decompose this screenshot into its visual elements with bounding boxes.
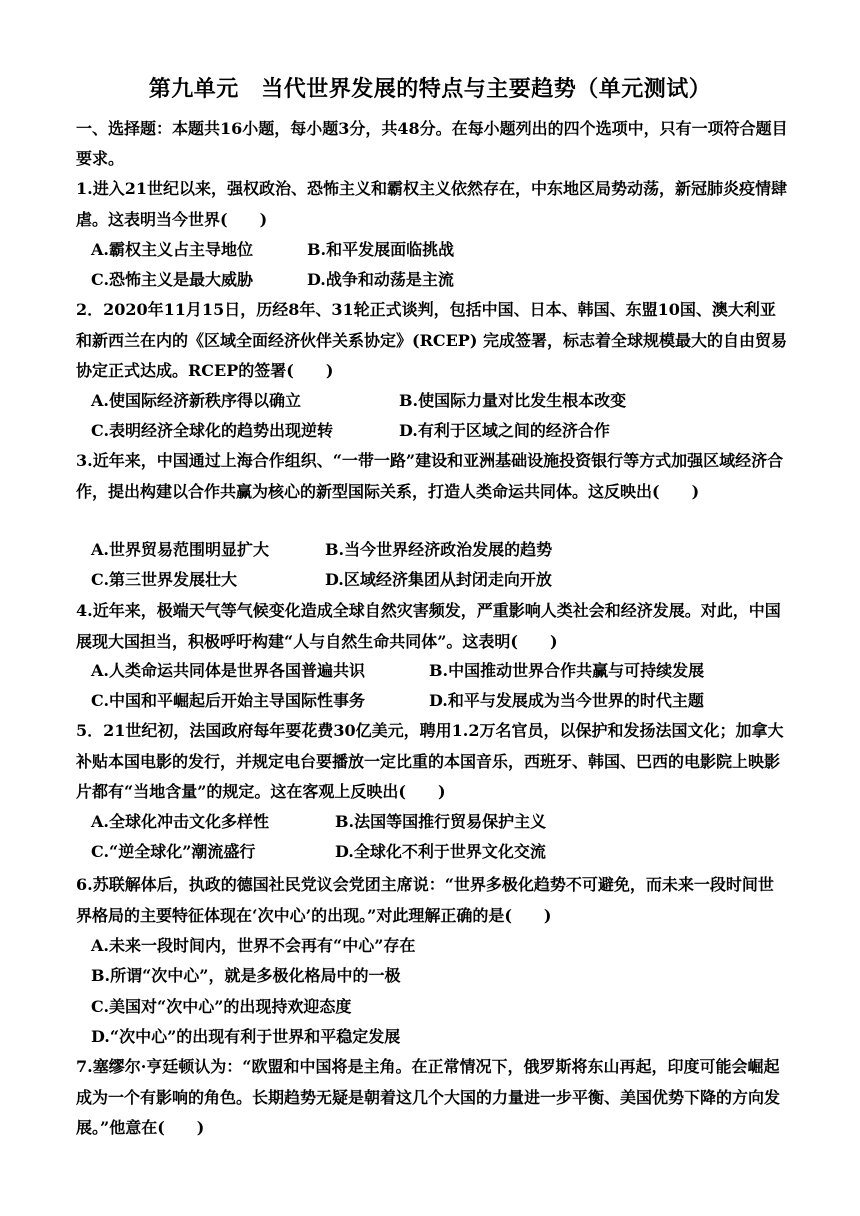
question-3-option-c[interactable]: C.第三世界发展壮大: [91, 570, 238, 589]
question-6-stem: 6.苏联解体后，执政的德国社民党议会党团主席说：“世界多极化趋势不可避免，而未来一段时间世界格局的主要特征体现在‘次中心’的出现。”对此理解正确的是( ): [76, 875, 774, 925]
question-1-option-a[interactable]: A.霸权主义占主导地位: [91, 240, 253, 259]
question-5-stem: 5．21世纪初，法国政府每年要花费30亿美元，聘用1.2万名官员，以保护和发扬法国文化；加拿大补贴本国电影的发行，并规定电台要播放一定比重的本国音乐，西班牙、韩国、巴西的电影院上映影片都有“当地含量”的规定。这在客观上反映出( ): [76, 721, 784, 801]
question-5-option-d[interactable]: D.全球化不利于世界文化交流: [335, 842, 546, 861]
section-heading: 一、选择题：本题共16小题，每小题3分，共48分。在每小题列出的四个选项中，只有一项符合题目要求。: [76, 119, 788, 168]
question-2-option-d[interactable]: D.有利于区域之间的经济合作: [399, 421, 610, 440]
question-3-option-a[interactable]: A.世界贸易范围明显扩大: [91, 540, 269, 559]
page-title: 第九单元 当代世界发展的特点与主要趋势（单元测试）: [148, 76, 712, 102]
question-3-option-b[interactable]: B.当今世界经济政治发展的趋势: [325, 540, 553, 559]
question-5-option-c[interactable]: C.“逆全球化”潮流盛行: [91, 842, 256, 861]
question-2-option-b[interactable]: B.使国际力量对比发生根本改变: [399, 391, 627, 410]
question-2-stem: 2．2020年11月15日，历经8年、31轮正式谈判，包括中国、日本、韩国、东盟10国、澳大利亚和新西兰在内的《区域全面经济伙伴关系协定》(RCEP) 完成签署，标志着全球规模最大的自由贸易协定正式达成。RCEP的签署( ): [76, 300, 787, 380]
question-3-option-d[interactable]: D.区域经济集团从封闭走向开放: [325, 570, 552, 589]
question-1-option-c[interactable]: C.恐怖主义是最大威胁: [91, 270, 254, 289]
question-4-option-c[interactable]: C.中国和平崛起后开始主导国际性事务: [91, 691, 366, 710]
question-6-option-c[interactable]: C.美国对“次中心”的出现持欢迎态度: [91, 997, 352, 1016]
question-1-stem: 1.进入21世纪以来，强权政治、恐怖主义和霸权主义依然存在，中东地区局势动荡，新冠肺炎疫情肆虐。这表明当今世界( ): [76, 179, 787, 229]
question-6-option-d[interactable]: D.“次中心”的出现有利于世界和平稳定发展: [91, 1027, 401, 1046]
question-1-option-b[interactable]: B.和平发展面临挑战: [307, 240, 455, 259]
question-4-option-a[interactable]: A.人类命运共同体是世界各国普遍共识: [91, 661, 365, 680]
question-6-option-a[interactable]: A.未来一段时间内，世界不会再有“中心”存在: [91, 936, 416, 955]
question-6-option-b[interactable]: B.所谓“次中心”，就是多极化格局中的一极: [91, 966, 401, 985]
question-2-option-c[interactable]: C.表明经济全球化的趋势出现逆转: [91, 421, 334, 440]
question-4-stem: 4.近年来，极端天气等气候变化造成全球自然灾害频发，严重影响人类社会和经济发展。对此，中国展现大国担当，积极呼吁构建“人与自然生命共同体”。这表明( ): [76, 601, 781, 651]
question-5-option-a[interactable]: A.全球化冲击文化多样性: [91, 812, 269, 831]
question-5-option-b[interactable]: B.法国等国推行贸易保护主义: [335, 812, 547, 831]
question-3-stem: 3.近年来，中国通过上海合作组织、“一带一路”建设和亚洲基础设施投资银行等方式加强区域经济合作，提出构建以合作共赢为核心的新型国际关系，打造人类命运共同体。这反映出( ): [76, 451, 784, 501]
question-1-option-d[interactable]: D.战争和动荡是主流: [307, 270, 454, 289]
question-2-option-a[interactable]: A.使国际经济新秩序得以确立: [91, 391, 301, 410]
question-7-stem: 7.塞缪尔·亨廷顿认为：“欧盟和中国将是主角。在正常情况下，俄罗斯将东山再起，印度可能会崛起成为一个有影响的角色。长期趋势无疑是朝着这几个大国的力量进一步平衡、美国优势下降的方向发展。”他意在( ): [76, 1057, 781, 1137]
question-4-option-b[interactable]: B.中国推动世界合作共赢与可持续发展: [429, 661, 705, 680]
question-4-option-d[interactable]: D.和平与发展成为当今世界的时代主题: [429, 691, 704, 710]
